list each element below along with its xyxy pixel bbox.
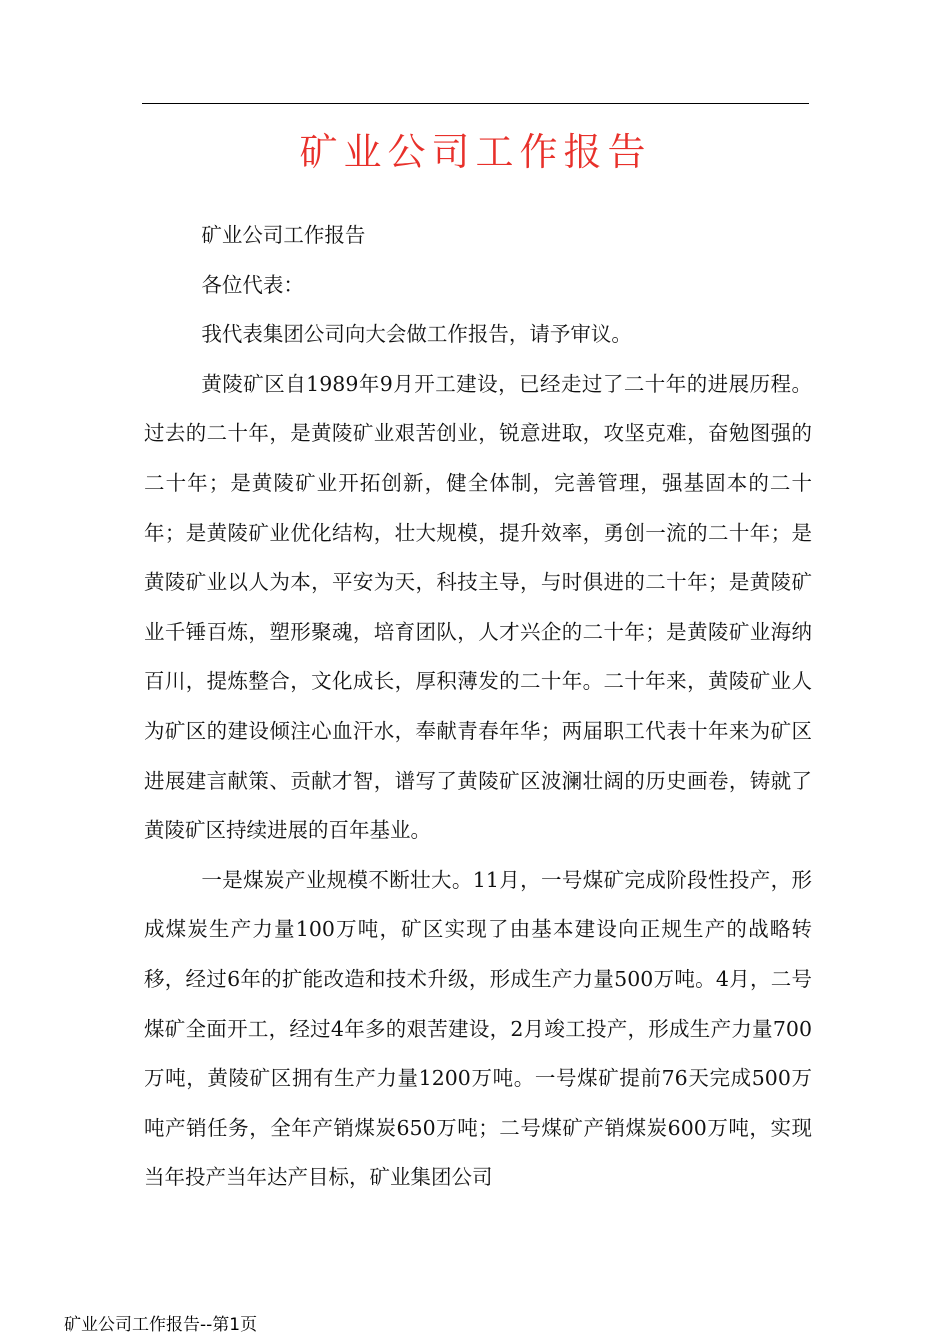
page-footer: 矿业公司工作报告--第1页 xyxy=(64,1315,258,1335)
document-title: 矿业公司工作报告 xyxy=(299,130,652,174)
paragraph-intro: 我代表集团公司向大会做工作报告，请予审议。 xyxy=(201,322,632,347)
document-body xyxy=(144,211,812,1203)
paragraph-coal-industry: 一是煤炭产业规模不断壮大。11月，一号煤矿完成阶段性投产，形成煤炭生产力量100万吨，矿区实现了由基本建设向正规生产的战略转移，经过6年的扩能改造和技术升级，形成生产力量500万吨。4月，二号煤矿全面开工，经过4年多的艰苦建设，2月竣工投产，形成生产力量700万吨，黄陵矿区拥有生产力量1200万吨。一号煤矿提前76天完成500万吨产销任务，全年产销煤炭650万吨；二号煤矿产销煤炭600万吨，实现当年投产当年达产目标，矿业集团公司 xyxy=(144,867,812,1190)
paragraph-heading: 矿业公司工作报告 xyxy=(201,223,366,247)
paragraph-salutation: 各位代表： xyxy=(201,272,304,297)
paragraph-history: 黄陵矿区自1989年9月开工建设，已经走过了二十年的进展历程。过去的二十年，是黄陵矿业艰苦创业，锐意进取，攻坚克难，奋勉图强的二十年；是黄陵矿业开拓创新，健全体制，完善管理，强基固本的二十年；是黄陵矿业优化结构，壮大规模，提升效率，勇创一流的二十年；是黄陵矿业以人为本，平安为天，科技主导，与时俱进的二十年；是黄陵矿业千锤百炼，塑形聚魂，培育团队，人才兴企的二十年；是黄陵矿业海纳百川，提炼整合，文化成长，厚积薄发的二十年。二十年来，黄陵矿业人为矿区的建设倾注心血汗水，奉献青春年华；两届职工代表十年来为矿区进展建言献策、贡献才智，谱写了黄陵矿区波澜壮阔的历史画卷，铸就了黄陵矿区持续进展的百年基业。 xyxy=(144,371,812,843)
header-rule xyxy=(142,103,809,104)
